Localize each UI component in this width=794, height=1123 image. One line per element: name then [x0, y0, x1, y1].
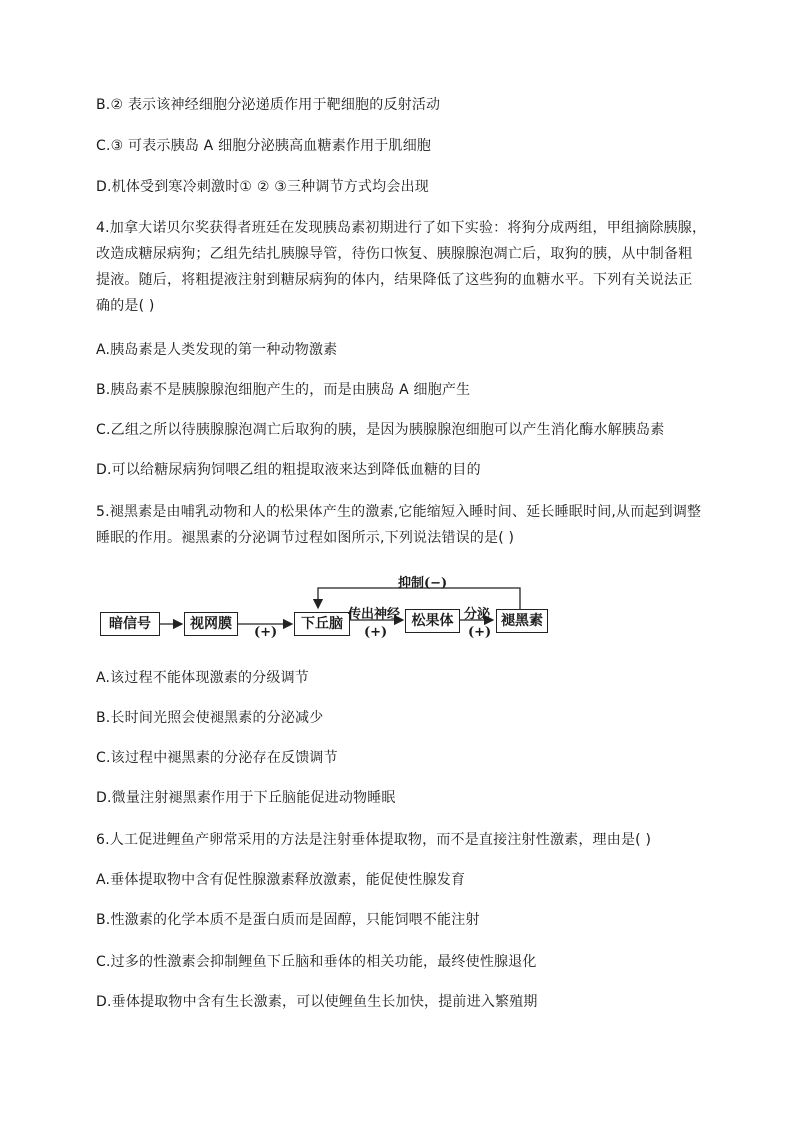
question-6: 6.人工促进鲤鱼产卵常采用的方法是注射垂体提取物，而不是直接注射性激素，理由是( ) — [96, 832, 652, 848]
option-2b: B.② 表示该神经细胞分泌递质作用于靶细胞的反射活动 — [96, 97, 441, 113]
option-5c: C.该过程中褪黑素的分泌存在反馈调节 — [96, 750, 338, 766]
option-2c: C.③ 可表示胰岛 A 细胞分泌胰高血糖素作用于肌细胞 — [96, 138, 432, 154]
label-inhibit: 抑制(−) — [398, 576, 448, 591]
question-5-line1: 5.褪黑素是由哺乳动物和人的松果体产生的激素,它能缩短入睡时间、延长睡眠时间,从而起到调整 — [96, 504, 702, 520]
option-6c: C.过多的性激素会抑制鲤鱼下丘脑和垂体的相关功能，最终使性腺退化 — [96, 954, 537, 970]
box-melatonin: 褪黑素 — [496, 609, 548, 633]
question-4-line4: 确的是( ) — [96, 298, 155, 314]
option-2d: D.机体受到寒冷刺激时① ② ③三种调节方式均会出现 — [96, 179, 429, 195]
box-dark-signal: 暗信号 — [100, 612, 160, 636]
label-plus-1: (+) — [254, 625, 278, 640]
question-4-line3: 提液。随后，将粗提液注射到糖尿病狗的体内，结果降低了这些狗的血糖水平。下列有关说法正 — [96, 272, 693, 288]
question-5-line2: 睡眠的作用。褪黑素的分泌调节过程如图所示,下列说法错误的是( ) — [96, 530, 515, 546]
label-efferent-nerve: 传出神经 — [348, 607, 401, 622]
option-4d: D.可以给糖尿病狗饲喂乙组的粗提取液来达到降低血糖的目的 — [96, 462, 481, 478]
option-6b: B.性激素的化学本质不是蛋白质而是固醇，只能饲喂不能注射 — [96, 912, 480, 928]
box-pineal: 松果体 — [405, 609, 460, 633]
label-secrete: 分泌 — [464, 607, 491, 622]
box-retina: 视网膜 — [184, 612, 238, 636]
option-5d: D.微量注射褪黑素作用于下丘脑能促进动物睡眠 — [96, 790, 396, 806]
melatonin-regulation-diagram — [100, 572, 550, 644]
option-4c: C.乙组之所以待胰腺腺泡凋亡后取狗的胰，是因为胰腺腺泡细胞可以产生消化酶水解胰岛素 — [96, 422, 665, 438]
option-4a: A.胰岛素是人类发现的第一种动物激素 — [96, 342, 338, 358]
question-4-line1: 4.加拿大诺贝尔奖获得者班廷在发现胰岛素初期进行了如下实验：将狗分成两组，甲组摘除胰腺， — [96, 220, 707, 236]
option-5a: A.该过程不能体现激素的分级调节 — [96, 670, 309, 686]
option-6a: A.垂体提取物中含有促性腺激素释放激素，能促使性腺发育 — [96, 872, 466, 888]
label-plus-3: (+) — [468, 625, 492, 640]
option-6d: D.垂体提取物中含有生长激素，可以使鲤鱼生长加快，提前进入繁殖期 — [96, 994, 538, 1010]
label-plus-2: (+) — [364, 625, 388, 640]
box-hypothalamus: 下丘脑 — [294, 612, 350, 636]
question-4-line2: 改造成糖尿病狗；乙组先结扎胰腺导管，待伤口恢复、胰腺腺泡凋亡后，取狗的胰，从中制备粗 — [96, 246, 693, 262]
option-5b: B.长时间光照会使褪黑素的分泌减少 — [96, 710, 324, 726]
option-4b: B.胰岛素不是胰腺腺泡细胞产生的，而是由胰岛 A 细胞产生 — [96, 382, 471, 398]
